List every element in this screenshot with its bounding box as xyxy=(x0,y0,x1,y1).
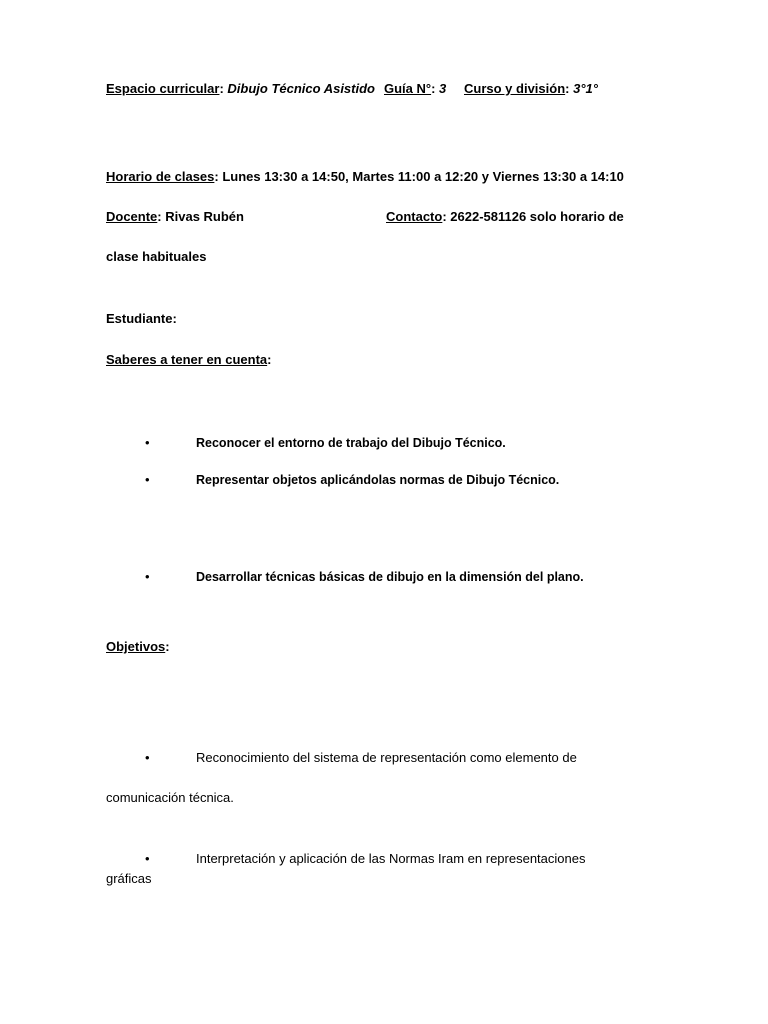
espacio-value: Dibujo Técnico Asistido xyxy=(227,81,375,96)
guia-value: 3 xyxy=(439,81,447,96)
objetivos-label: Objetivos xyxy=(106,639,166,654)
espacio-sep: : xyxy=(219,81,228,96)
contacto-line xyxy=(386,209,624,225)
objetivos-heading xyxy=(106,639,170,655)
guia-line xyxy=(384,81,446,97)
guia-label: Guía N° xyxy=(384,81,432,96)
curso-sep: : xyxy=(565,81,574,96)
horario-label: Horario de clases xyxy=(106,169,215,184)
bullet-icon: • xyxy=(145,472,150,487)
horario-value: : Lunes 13:30 a 14:50, Martes 11:00 a 12:20 y Viernes 13:30 a 14:10 xyxy=(214,169,624,184)
saberes-item-3: Desarrollar técnicas básicas de dibujo en la dimensión del plano. xyxy=(196,570,584,584)
bullet-icon: • xyxy=(145,435,150,450)
objetivo-item-2-line-1: Interpretación y aplicación de las Normas Iram en representaciones xyxy=(196,851,586,866)
objetivo-item-1-line-2: comunicación técnica. xyxy=(106,790,234,805)
saberes-item-2: Representar objetos aplicándolas normas de Dibujo Técnico. xyxy=(196,473,560,487)
objetivos-colon: : xyxy=(165,639,170,654)
header-line xyxy=(106,81,375,97)
curso-label: Curso y división xyxy=(464,81,566,96)
saberes-colon: : xyxy=(267,352,272,367)
docente-line xyxy=(106,209,244,225)
objetivo-item-2-line-2: gráficas xyxy=(106,871,152,886)
saberes-label: Saberes a tener en cuenta xyxy=(106,352,268,367)
objetivo-item-1-line-1: Reconocimiento del sistema de representación como elemento de xyxy=(196,750,577,765)
estudiante-label: Estudiante: xyxy=(106,311,177,326)
bullet-icon: • xyxy=(145,569,150,584)
curso-value: 3°1° xyxy=(573,81,598,96)
docente-value: : Rivas Rubén xyxy=(157,209,244,224)
contacto-value: : 2622-581126 solo horario de xyxy=(442,209,624,224)
espacio-label: Espacio curricular xyxy=(106,81,220,96)
bullet-icon: • xyxy=(145,851,150,866)
curso-line xyxy=(464,81,598,97)
docente-label: Docente xyxy=(106,209,158,224)
saberes-item-1: Reconocer el entorno de trabajo del Dibujo Técnico. xyxy=(196,436,506,450)
contacto-continuation: clase habituales xyxy=(106,249,207,264)
bullet-icon: • xyxy=(145,750,150,765)
saberes-heading xyxy=(106,352,271,368)
guia-sep: : xyxy=(431,81,440,96)
horario-line xyxy=(106,169,624,185)
contacto-label: Contacto xyxy=(386,209,443,224)
